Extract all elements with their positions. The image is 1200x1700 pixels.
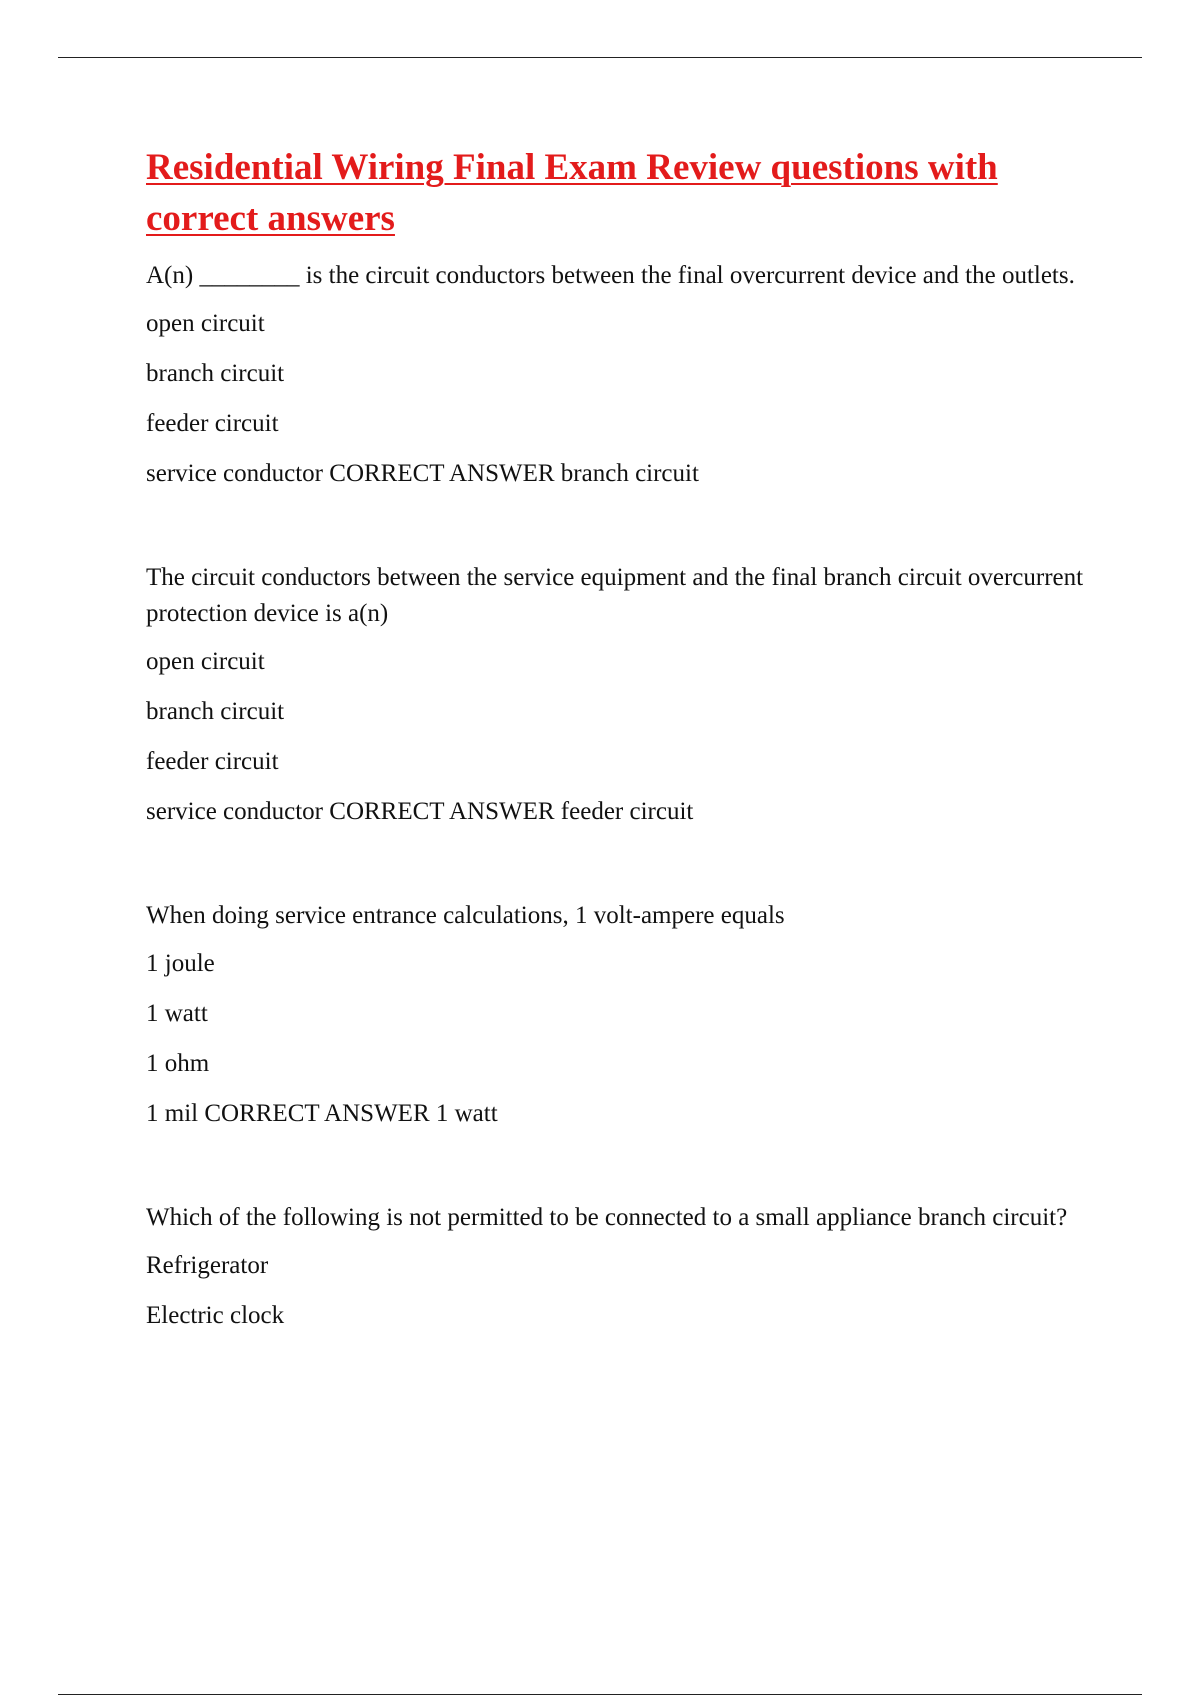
page-bottom-rule	[58, 1694, 1142, 1695]
question-block	[146, 560, 1096, 830]
answer-option: feeder circuit	[146, 748, 279, 775]
answer-option-text: service conductor	[146, 798, 324, 825]
answer-option: 1 ohm	[146, 1050, 210, 1077]
answer-option: Refrigerator	[146, 1252, 269, 1279]
answer-option: open circuit	[146, 310, 265, 337]
question-text: When doing service entrance calculations, 1 volt-ampere equals	[146, 902, 785, 929]
question-block	[146, 1200, 1096, 1334]
answer-option: feeder circuit	[146, 410, 279, 437]
question-text: A(n) ________ is the circuit conductors between the final overcurrent device and the outlets.	[146, 262, 1075, 289]
correct-answer-value: branch circuit	[560, 460, 699, 487]
answer-option-text: 1 mil	[146, 1100, 199, 1127]
answer-option: branch circuit	[146, 698, 285, 725]
question-text: The circuit conductors between the service equipment and the final branch circuit overcurrent protection device is a(n)	[146, 564, 1084, 627]
page-top-rule	[58, 57, 1142, 58]
document-title: Residential Wiring Final Exam Review questions with correct answers	[146, 147, 998, 239]
answer-option: open circuit	[146, 648, 265, 675]
answer-option: Electric clock	[146, 1302, 285, 1329]
answer-option: 1 watt	[146, 1000, 208, 1027]
answer-option-with-correct-answer	[146, 794, 1096, 830]
document-body	[146, 142, 1096, 1402]
answer-option: 1 joule	[146, 950, 215, 977]
correct-answer-value: feeder circuit	[560, 798, 694, 825]
answer-option-text: service conductor	[146, 460, 324, 487]
correct-answer-marker: CORRECT ANSWER	[204, 1100, 430, 1127]
question-block	[146, 898, 1096, 1132]
question-block	[146, 258, 1096, 492]
correct-answer-value: 1 watt	[435, 1100, 498, 1127]
answer-option-with-correct-answer	[146, 456, 1096, 492]
answer-option: branch circuit	[146, 360, 285, 387]
answer-option-with-correct-answer	[146, 1096, 1096, 1132]
correct-answer-marker: CORRECT ANSWER	[329, 460, 555, 487]
correct-answer-marker: CORRECT ANSWER	[329, 798, 555, 825]
question-text: Which of the following is not permitted to be connected to a small appliance branch circuit?	[146, 1204, 1068, 1231]
